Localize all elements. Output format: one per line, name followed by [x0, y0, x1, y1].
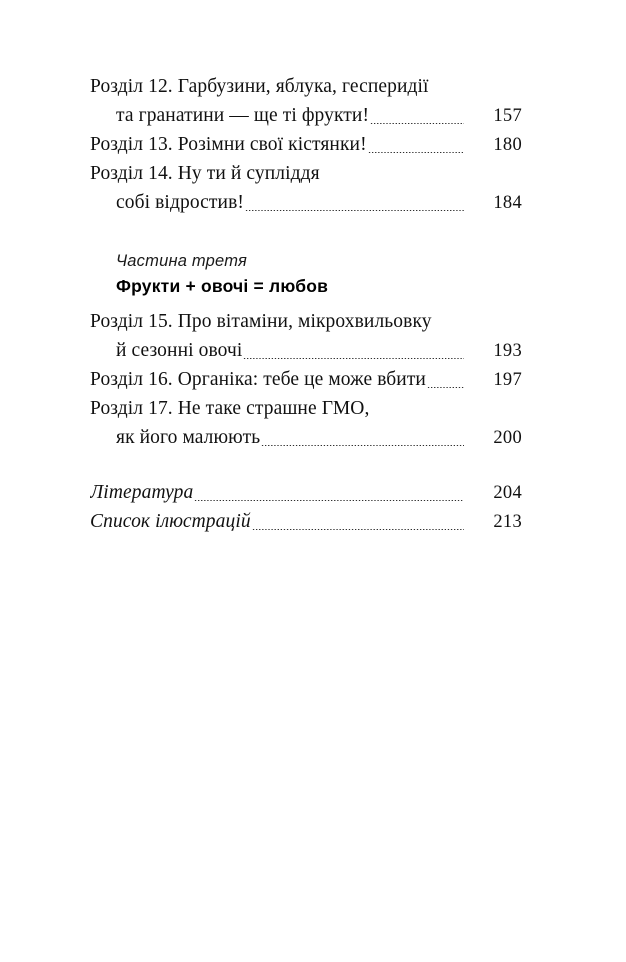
dot-leader: [245, 210, 464, 211]
section-spacer: [90, 452, 522, 478]
part-title: Фрукти + овочі = любов: [116, 276, 329, 296]
toc-entry-line: [90, 159, 522, 188]
dot-leader: [370, 123, 464, 124]
toc-entry-title-cont: як його малюють: [116, 427, 261, 448]
toc-page-number: 200: [493, 428, 522, 448]
toc-page-number: 197: [493, 370, 522, 390]
toc-entry-title: Розділ 14. Ну ти й супліддя: [90, 163, 320, 184]
dot-leader: [430, 94, 464, 95]
toc-entry-line: [90, 336, 522, 365]
dot-leader: [433, 329, 464, 330]
toc-entry-title: Розділ 16. Органіка: тебе це може вбити: [90, 369, 426, 390]
toc-entry-chapter-17[interactable]: [90, 394, 522, 452]
part-heading-block: [90, 249, 522, 299]
toc-entry-title: Література: [90, 482, 194, 503]
toc-page-number: 193: [493, 341, 522, 361]
toc-entry-line: [90, 101, 522, 130]
dot-leader: [243, 358, 464, 359]
toc-entry-chapter-14[interactable]: [90, 159, 522, 217]
dot-leader: [368, 152, 464, 153]
table-of-contents: [90, 72, 522, 536]
toc-entry-line: [90, 307, 522, 336]
toc-entry-title-cont: й сезонні овочі: [116, 340, 243, 361]
toc-entry-chapter-13[interactable]: [90, 130, 522, 159]
toc-page-number: 204: [493, 483, 522, 503]
toc-entry-title-cont: та гранатини — ще ті фрукти!: [116, 105, 370, 126]
toc-entry-line: [90, 130, 522, 159]
part-kicker: Частина третя: [116, 252, 247, 270]
toc-entry-line: [90, 188, 522, 217]
toc-entry-line: [90, 365, 522, 394]
dot-leader: [261, 445, 464, 446]
toc-entry-title: Розділ 17. Не таке страшне ГМО,: [90, 398, 370, 419]
toc-entry-chapter-12[interactable]: [90, 72, 522, 130]
toc-page-number: 213: [493, 512, 522, 532]
toc-page-number: 157: [493, 106, 522, 126]
section-spacer: [90, 299, 522, 307]
toc-entry-line: [90, 423, 522, 452]
toc-entry-title: Розділ 15. Про вітаміни, мікрохвильовку: [90, 311, 432, 332]
toc-entry-chapter-15[interactable]: [90, 307, 522, 365]
dot-leader: [427, 387, 464, 388]
toc-entry-line: [90, 478, 522, 507]
toc-entry-list-of-illustrations[interactable]: [90, 507, 522, 536]
toc-entry-bibliography[interactable]: [90, 478, 522, 507]
toc-entry-title: Список ілюстрацій: [90, 511, 251, 532]
toc-entry-line: [90, 507, 522, 536]
toc-entry-chapter-16[interactable]: [90, 365, 522, 394]
dot-leader: [252, 529, 464, 530]
dot-leader: [321, 181, 464, 182]
toc-entry-title: Розділ 12. Гарбузини, яблука, гесперидії: [90, 76, 429, 97]
toc-entry-title-cont: собі відростив!: [116, 192, 244, 213]
toc-entry-line: [90, 394, 522, 423]
toc-page-number: 184: [493, 193, 522, 213]
dot-leader: [194, 500, 464, 501]
toc-entry-line: [90, 72, 522, 101]
toc-entry-title: Розділ 13. Розімни свої кістянки!: [90, 134, 367, 155]
dot-leader: [370, 416, 464, 417]
toc-page-number: 180: [493, 135, 522, 155]
section-spacer: [90, 217, 522, 249]
